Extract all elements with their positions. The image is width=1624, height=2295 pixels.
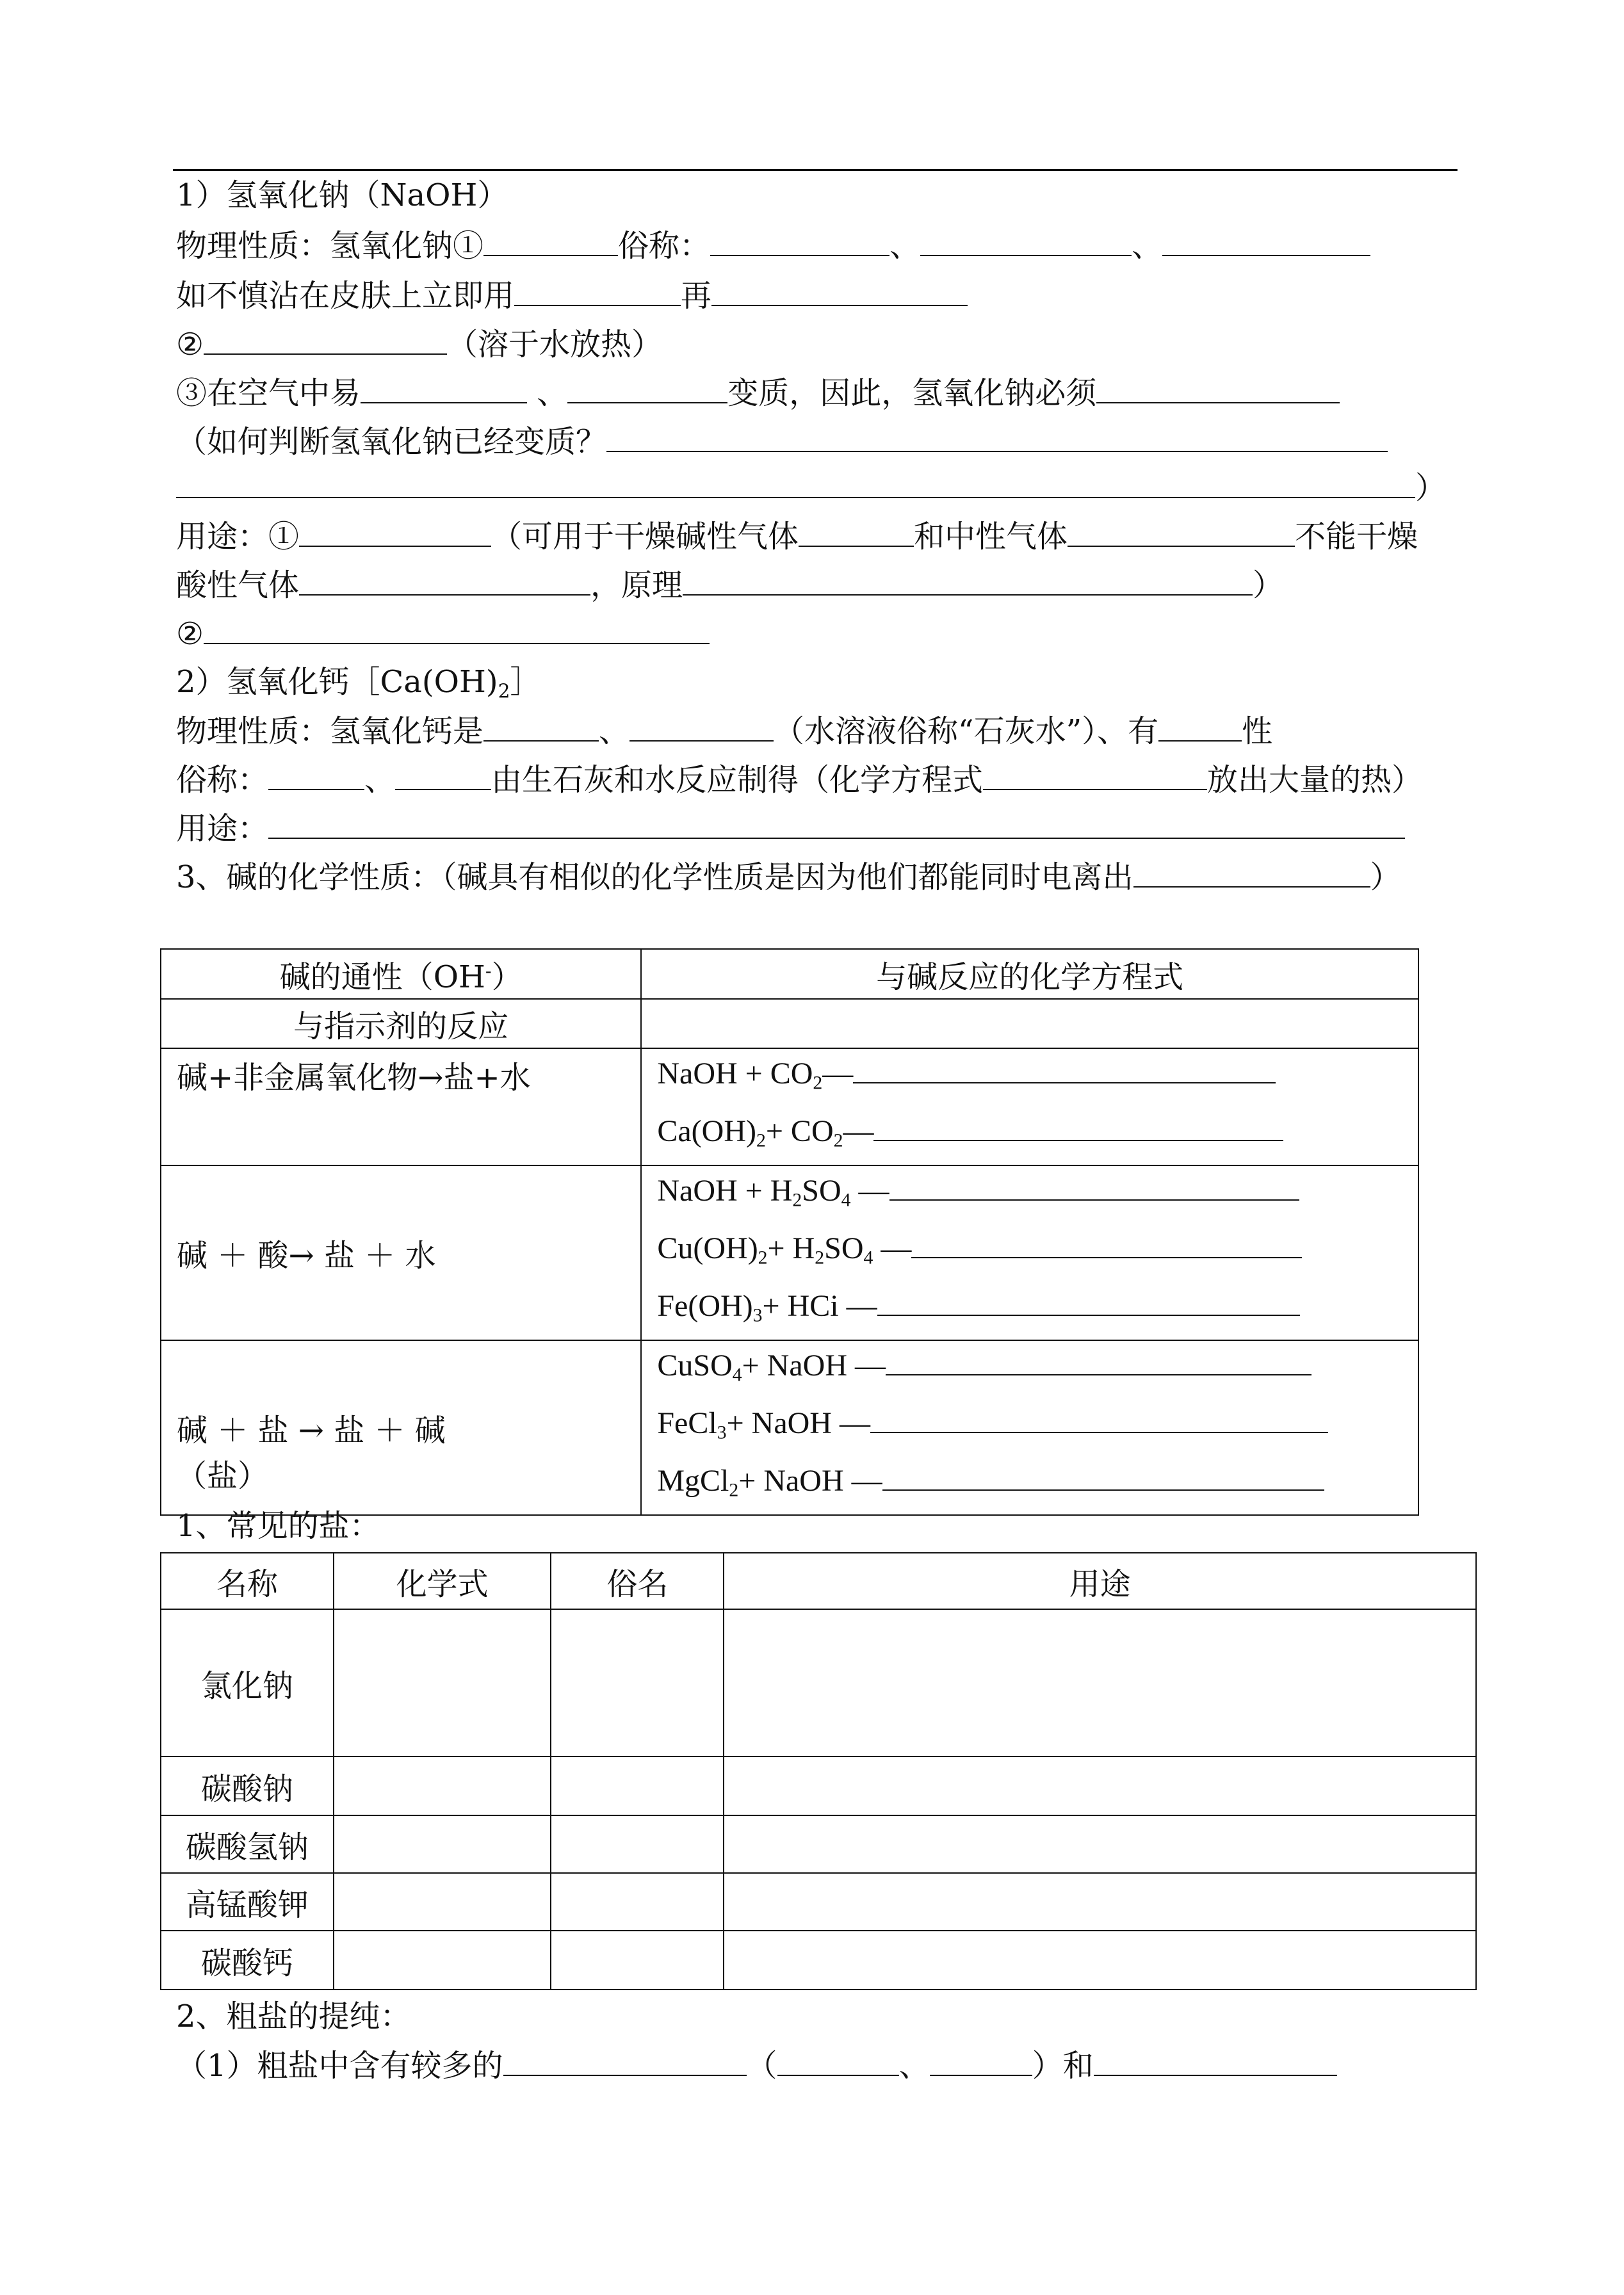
naoh-judge-line-2: ） bbox=[176, 464, 1446, 511]
table-row bbox=[161, 1931, 1476, 1990]
blank-use-1[interactable] bbox=[299, 512, 491, 547]
header-reaction-equation: 与碱反应的化学方程式 bbox=[641, 949, 1418, 999]
blank-eq-cuoh-h2so4[interactable] bbox=[911, 1224, 1302, 1258]
naoh-air-line: ③在空气中易 、 变质，因此，氢氧化钠必须 bbox=[176, 369, 1340, 416]
base-properties-table bbox=[160, 948, 1419, 1516]
equation-caoh-co2: $Ca(OH)_2+$ $CO_2—$ bbox=[657, 1107, 1402, 1164]
salt-use-cell[interactable] bbox=[724, 1815, 1476, 1873]
blank-skin-then[interactable] bbox=[711, 272, 968, 306]
salt-name-cell: 碳酸钙 bbox=[161, 1931, 334, 1990]
blank-oh-ion[interactable] bbox=[1133, 853, 1370, 888]
blank-use-2[interactable] bbox=[204, 610, 710, 644]
blank-air-absorb-1[interactable] bbox=[361, 369, 527, 403]
blank-eq-mgcl2[interactable] bbox=[882, 1456, 1324, 1491]
blank-naoh-state[interactable] bbox=[483, 222, 618, 256]
blank-judge-1[interactable] bbox=[606, 418, 1388, 452]
blank-impurity-4[interactable] bbox=[1094, 2041, 1337, 2076]
top-rule bbox=[173, 169, 1458, 171]
table-row bbox=[161, 1340, 1418, 1515]
table-row bbox=[161, 1609, 1476, 1756]
equation-cuso4-naoh: CuSO$_4$+ NaOH — bbox=[657, 1341, 1402, 1399]
header-base-property: 碱的通性（OH-） bbox=[161, 949, 641, 999]
blank-neutral-gas[interactable] bbox=[1068, 512, 1295, 547]
salt-name-cell: 氯化钠 bbox=[161, 1609, 334, 1756]
blank-principle[interactable] bbox=[683, 561, 1253, 596]
blank-basic-gas[interactable] bbox=[799, 512, 914, 547]
salt-alias-cell[interactable] bbox=[551, 1931, 724, 1990]
common-salts-table bbox=[160, 1552, 1477, 1990]
equation-naoh-h2so4: NaOH + $H_2SO_4$ — bbox=[657, 1166, 1402, 1224]
cell-indicator-answer[interactable] bbox=[641, 999, 1418, 1048]
blank-naoh-alias-3[interactable] bbox=[1162, 222, 1370, 256]
blank-naoh-alias-2[interactable] bbox=[920, 222, 1132, 256]
naoh-heading: 1）氢氧化钠（NaOH） bbox=[176, 177, 508, 213]
salt-alias-cell[interactable] bbox=[551, 1756, 724, 1815]
caoh2-physical-line: 物理性质：氢氧化钙是 、 （水溶液俗称“石灰水”）、有 性 bbox=[176, 707, 1272, 754]
blank-impurity-2[interactable] bbox=[777, 2041, 899, 2076]
caoh2-alias-line: 俗称： 、 由生石灰和水反应制得（化学方程式 放出大量的热） bbox=[176, 756, 1422, 803]
salt-formula-cell[interactable] bbox=[334, 1873, 551, 1931]
common-salt-heading: 1、常见的盐： bbox=[176, 1508, 380, 1544]
column-header-name: 名称 bbox=[161, 1553, 334, 1609]
salt-formula-cell[interactable] bbox=[334, 1931, 551, 1990]
column-header-use: 用途 bbox=[724, 1553, 1476, 1609]
caoh2-heading: 2）氢氧化钙$[Ca(OH)_2]$ bbox=[176, 664, 541, 703]
salt-alias-cell[interactable] bbox=[551, 1873, 724, 1931]
salt-use-cell[interactable] bbox=[724, 1931, 1476, 1990]
salt-heading: （盐） bbox=[176, 1458, 269, 1494]
blank-impurity-3[interactable] bbox=[930, 2041, 1032, 2076]
salt-formula-cell[interactable] bbox=[334, 1756, 551, 1815]
table-row bbox=[161, 1756, 1476, 1815]
cell-acid-equations bbox=[641, 1165, 1418, 1340]
table-row bbox=[161, 949, 1418, 999]
blank-eq-naoh-h2so4[interactable] bbox=[889, 1166, 1299, 1201]
table-row bbox=[161, 1553, 1476, 1609]
equation-cuoh-h2so4: $Cu(OH)_2+ H_2SO_4$ — bbox=[657, 1224, 1402, 1281]
blank-caoh2-equation[interactable] bbox=[983, 756, 1207, 790]
blank-eq-fecl3[interactable] bbox=[870, 1399, 1328, 1433]
blank-judge-2[interactable] bbox=[176, 464, 1415, 498]
blank-storage[interactable] bbox=[1096, 369, 1340, 403]
salt-name-cell: 高锰酸钾 bbox=[161, 1873, 334, 1931]
blank-caoh2-1[interactable] bbox=[483, 707, 599, 742]
row-nonmetal-label: 碱+非金属氧化物→盐+水 bbox=[161, 1048, 641, 1165]
base-chem-heading: 3、碱的化学性质：（碱具有相似的化学性质是因为他们都能同时电离出 ） bbox=[176, 853, 1401, 900]
blank-eq-caoh-co2[interactable] bbox=[873, 1107, 1283, 1141]
row-acid-label: 碱 ＋ 酸→ 盐 ＋ 水 bbox=[161, 1165, 641, 1340]
naoh-acid-gas-line: 酸性气体 ，原理 ） bbox=[176, 561, 1283, 608]
equation-mgcl2-naoh: MgCl$_2$+ NaOH — bbox=[657, 1456, 1402, 1514]
column-header-alias: 俗名 bbox=[551, 1553, 724, 1609]
blank-air-absorb-2[interactable] bbox=[567, 369, 727, 403]
salt-use-cell[interactable] bbox=[724, 1873, 1476, 1931]
table-row bbox=[161, 1048, 1418, 1165]
table-row bbox=[161, 999, 1418, 1048]
purify-line: （1）粗盐中含有较多的 （ 、 ）和 bbox=[176, 2041, 1337, 2089]
cell-salt-equations bbox=[641, 1340, 1418, 1515]
salt-formula-cell[interactable] bbox=[334, 1609, 551, 1756]
cell-nonmetal-equations bbox=[641, 1048, 1418, 1165]
salt-name-cell: 碳酸钠 bbox=[161, 1756, 334, 1815]
blank-eq-naoh-co2[interactable] bbox=[853, 1049, 1276, 1083]
blank-naoh-property-2[interactable] bbox=[204, 320, 447, 355]
equation-feoh-hci: $Fe(OH)_3+$ HCi — bbox=[657, 1281, 1402, 1339]
naoh-judge-line: （如何判断氢氧化钠已经变质？ bbox=[176, 418, 1388, 465]
salt-alias-cell[interactable] bbox=[551, 1609, 724, 1756]
blank-caoh2-alias-2[interactable] bbox=[395, 756, 491, 790]
blank-skin-first[interactable] bbox=[514, 272, 681, 306]
purify-heading: 2、粗盐的提纯： bbox=[176, 1999, 411, 2034]
blank-caoh2-3[interactable] bbox=[1158, 707, 1242, 742]
blank-caoh2-alias-1[interactable] bbox=[268, 756, 364, 790]
equation-fecl3-naoh: FeCl$_3$+ NaOH — bbox=[657, 1399, 1402, 1456]
blank-naoh-alias-1[interactable] bbox=[710, 222, 889, 256]
table-row bbox=[161, 1815, 1476, 1873]
column-header-formula: 化学式 bbox=[334, 1553, 551, 1609]
salt-use-cell[interactable] bbox=[724, 1609, 1476, 1756]
naoh-physical-line: 物理性质：氢氧化钠① 俗称： 、 、 bbox=[176, 222, 1370, 269]
blank-acid-gas[interactable] bbox=[299, 561, 590, 596]
salt-alias-cell[interactable] bbox=[551, 1815, 724, 1873]
blank-impurity-1[interactable] bbox=[503, 2041, 747, 2076]
table-row bbox=[161, 1165, 1418, 1340]
salt-use-cell[interactable] bbox=[724, 1756, 1476, 1815]
naoh-use2-line: ② bbox=[176, 610, 710, 657]
blank-eq-feoh-hci[interactable] bbox=[877, 1281, 1300, 1316]
blank-eq-cuso4[interactable] bbox=[886, 1341, 1311, 1375]
row-indicator-label: 与指示剂的反应 bbox=[161, 999, 641, 1048]
salt-formula-cell[interactable] bbox=[334, 1815, 551, 1873]
blank-caoh2-2[interactable] bbox=[629, 707, 774, 742]
naoh-skin-line: 如不慎沾在皮肤上立即用 再 bbox=[176, 272, 968, 319]
equation-naoh-co2: NaOH + $CO_2—$ bbox=[657, 1049, 1402, 1107]
naoh-use-line: 用途：① （可用于干燥碱性气体 和中性气体 不能干燥 bbox=[176, 512, 1418, 560]
blank-caoh2-use[interactable] bbox=[268, 804, 1405, 839]
salt-name-cell: 碳酸氢钠 bbox=[161, 1815, 334, 1873]
caoh2-use-line: 用途： bbox=[176, 804, 1405, 852]
naoh-dissolve-line: ② （溶于水放热） bbox=[176, 320, 662, 368]
row-salt-label: 碱 ＋ 盐 → 盐 ＋ 碱 bbox=[161, 1340, 641, 1515]
table-row bbox=[161, 1873, 1476, 1931]
